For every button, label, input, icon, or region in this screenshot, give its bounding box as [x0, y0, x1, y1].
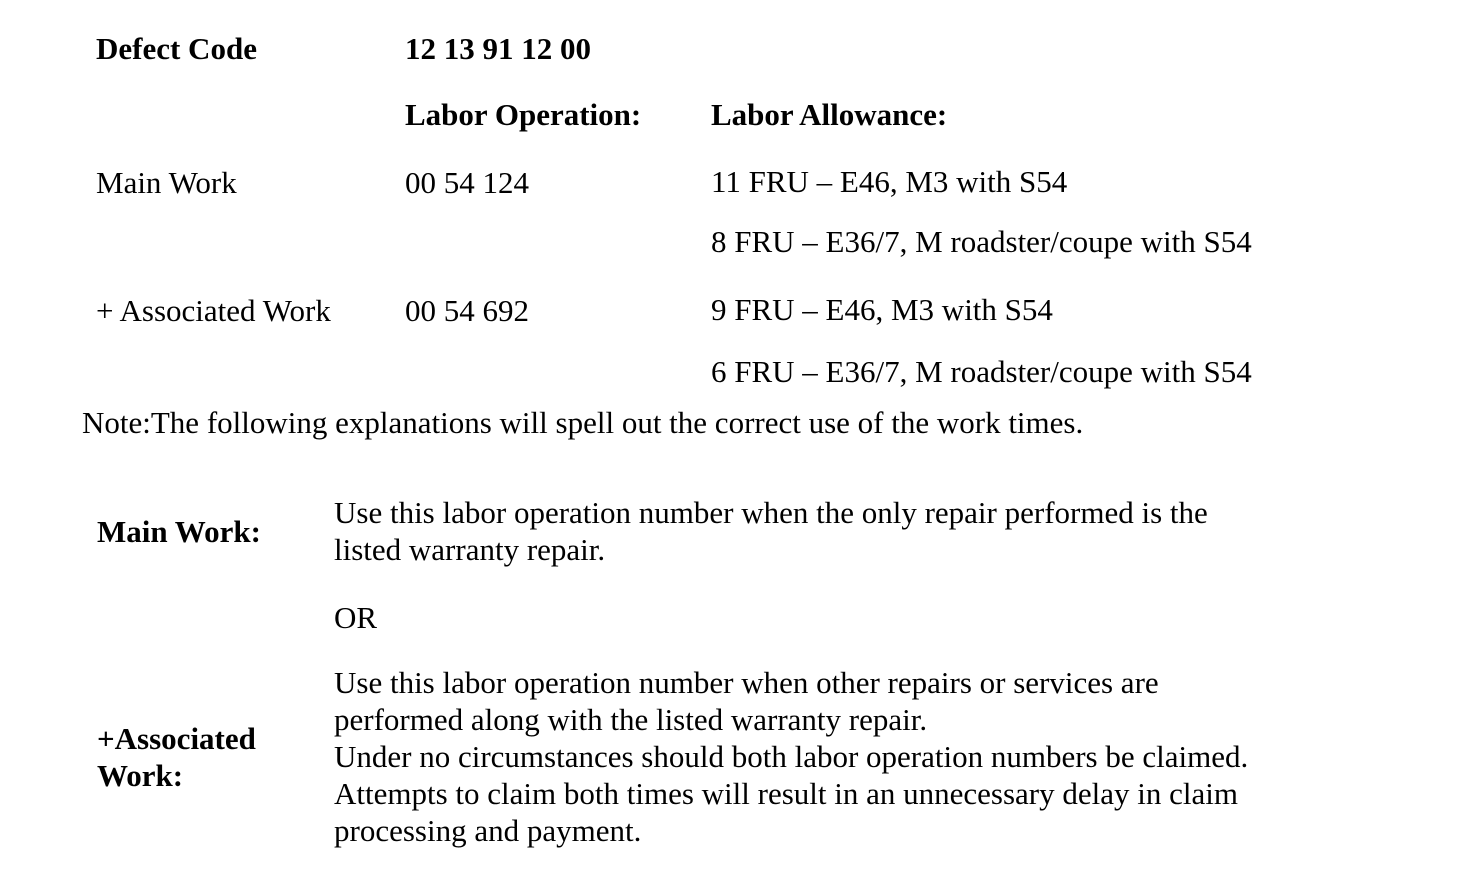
main-work-explanation: [334, 494, 1208, 568]
main-work-allowance-1: 11 FRU – E46, M3 with S54: [711, 164, 1068, 199]
associated-work-explanation: [334, 664, 1248, 849]
main-work-allowance-2: 8 FRU – E36/7, M roadster/coupe with S54: [711, 224, 1252, 259]
labor-allowance-header: Labor Allowance:: [711, 97, 948, 132]
associated-work-allowance-1: 9 FRU – E46, M3 with S54: [711, 292, 1053, 327]
or-text: OR: [334, 600, 378, 635]
associated-work-operation: 00 54 692: [405, 293, 529, 328]
defect-code-label: Defect Code: [96, 31, 257, 66]
associated-work-explanation-label-line: Work:: [97, 758, 184, 793]
main-work-explanation-line: Use this labor operation number when the only repair performed is the: [334, 495, 1208, 530]
associated-work-explanation-line: Use this labor operation number when other repairs or services are: [334, 665, 1159, 700]
associated-work-allowance-2: 6 FRU – E36/7, M roadster/coupe with S54: [711, 354, 1252, 389]
associated-work-explanation-label-line: +Associated: [97, 721, 256, 756]
labor-operation-header: Labor Operation:: [405, 97, 642, 132]
associated-work-explanation-label: [97, 720, 256, 794]
associated-work-label: + Associated Work: [96, 293, 331, 328]
main-work-label: Main Work: [96, 165, 237, 200]
note-text: Note:The following explanations will spell out the correct use of the work times.: [82, 405, 1084, 440]
defect-code-value: 12 13 91 12 00: [405, 31, 591, 66]
associated-work-explanation-line: Under no circumstances should both labor operation numbers be claimed.: [334, 739, 1249, 774]
main-work-explanation-label: Main Work:: [97, 514, 261, 549]
main-work-operation: 00 54 124: [405, 165, 529, 200]
associated-work-explanation-line: processing and payment.: [334, 813, 642, 848]
main-work-explanation-line: listed warranty repair.: [334, 532, 606, 567]
associated-work-explanation-line: Attempts to claim both times will result in an unnecessary delay in claim: [334, 776, 1238, 811]
associated-work-explanation-line: performed along with the listed warranty repair.: [334, 702, 928, 737]
